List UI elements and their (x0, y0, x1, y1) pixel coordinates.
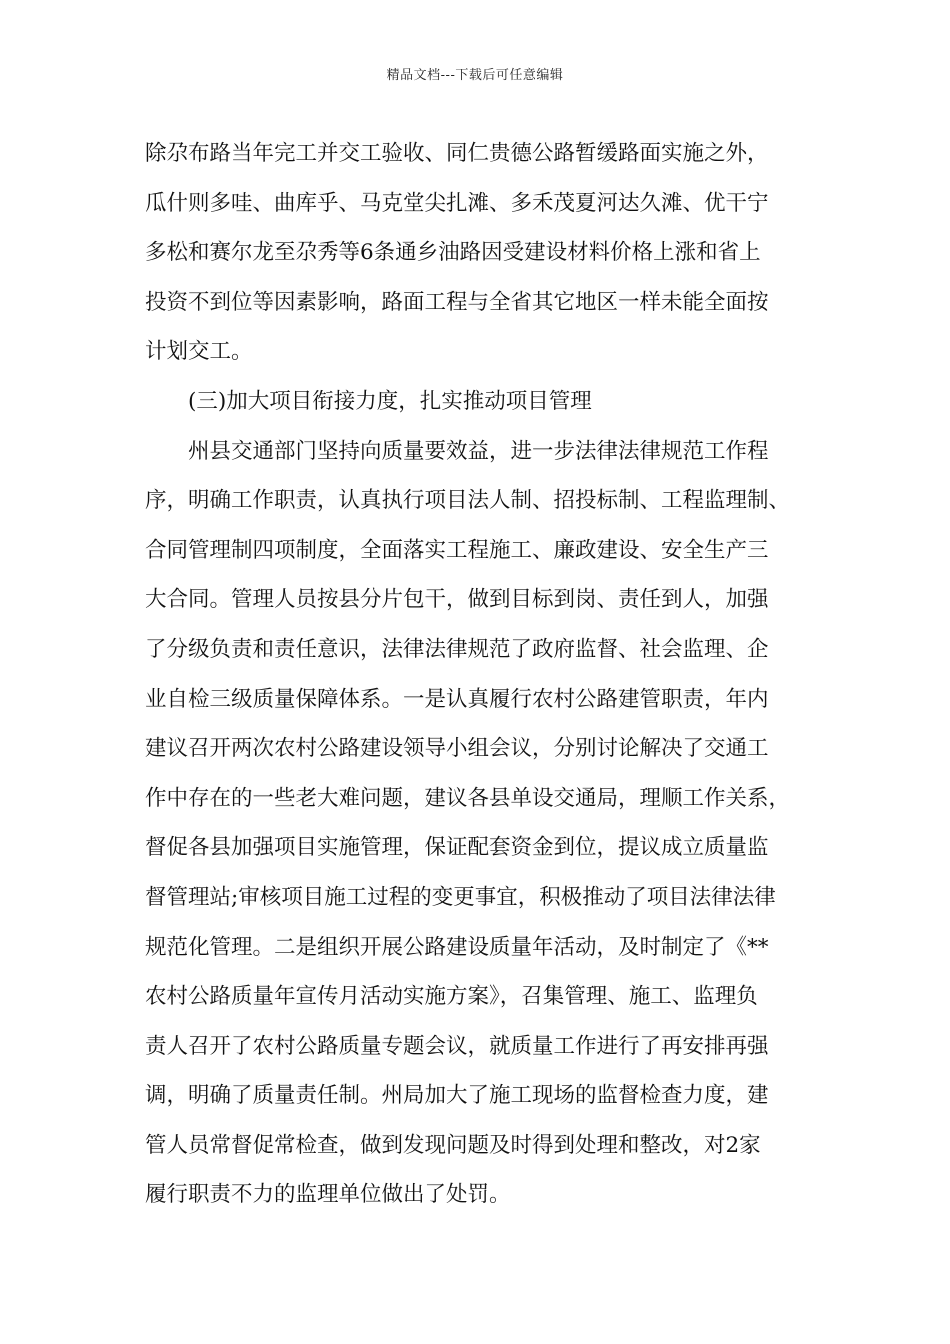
text-line: 管人员常督促常检查，做到发现问题及时得到处理和整改，对2家 (145, 1132, 761, 1158)
text-line: 业自检三级质量保障体系。一是认真履行农村公路建管职责，年内 (145, 686, 769, 712)
body-text (145, 129, 820, 1220)
text-line: (三)加大项目衔接力度，扎实推动项目管理 (188, 388, 592, 414)
text-line: 作中存在的一些老大难问题，建议各县单设交通局，理顺工作关系， (145, 785, 791, 811)
text-line: 督促各县加强项目实施管理，保证配套资金到位，提议成立质量监 (145, 835, 769, 861)
text-line: 履行职责不力的监理单位做出了处罚。 (145, 1182, 511, 1208)
text-line: 大合同。管理人员按县分片包干，做到目标到岗、责任到人，加强 (145, 587, 769, 613)
text-line: 除尕布路当年完工并交工验收、同仁贵德公路暂缓路面实施之外， (145, 141, 769, 166)
text-line: 合同管理制四项制度，全面落实工程施工、廉政建设、安全生产三 (145, 537, 769, 563)
text-line: 建议召开两次农村公路建设领导小组会议，分别讨论解决了交通工 (145, 736, 769, 762)
text-line: 规范化管理。二是组织开展公路建设质量年活动，及时制定了《** (145, 934, 769, 960)
text-line: 调，明确了质量责任制。州局加大了施工现场的监督检查力度，建 (145, 1083, 769, 1109)
text-line: 了分级负责和责任意识，法律法律规范了政府监督、社会监理、企 (145, 636, 769, 662)
text-line: 督管理站;审核项目施工过程的变更事宜，积极推动了项目法律法律 (145, 884, 776, 910)
page-header: 精品文档---下载后可任意编辑 (386, 68, 564, 83)
text-line: 计划交工。 (145, 339, 253, 365)
text-line: 投资不到位等因素影响，路面工程与全省其它地区一样未能全面按 (145, 289, 769, 315)
text-line: 责人召开了农村公路质量专题会议，就质量工作进行了再安排再强 (145, 1033, 769, 1059)
text-line: 农村公路质量年宣传月活动实施方案》，召集管理、施工、监理负 (145, 984, 758, 1010)
text-line: 多松和赛尔龙至尕秀等6条通乡油路因受建设材料价格上涨和省上 (145, 240, 761, 266)
text-line: 序，明确工作职责，认真执行项目法人制、招投标制、工程监理制、 (145, 488, 791, 514)
text-line: 州县交通部门坚持向质量要效益，进一步法律法律规范工作程 (188, 438, 769, 464)
text-line: 瓜什则多哇、曲库乎、马克堂尖扎滩、多禾茂夏河达久滩、优干宁 (145, 190, 769, 216)
